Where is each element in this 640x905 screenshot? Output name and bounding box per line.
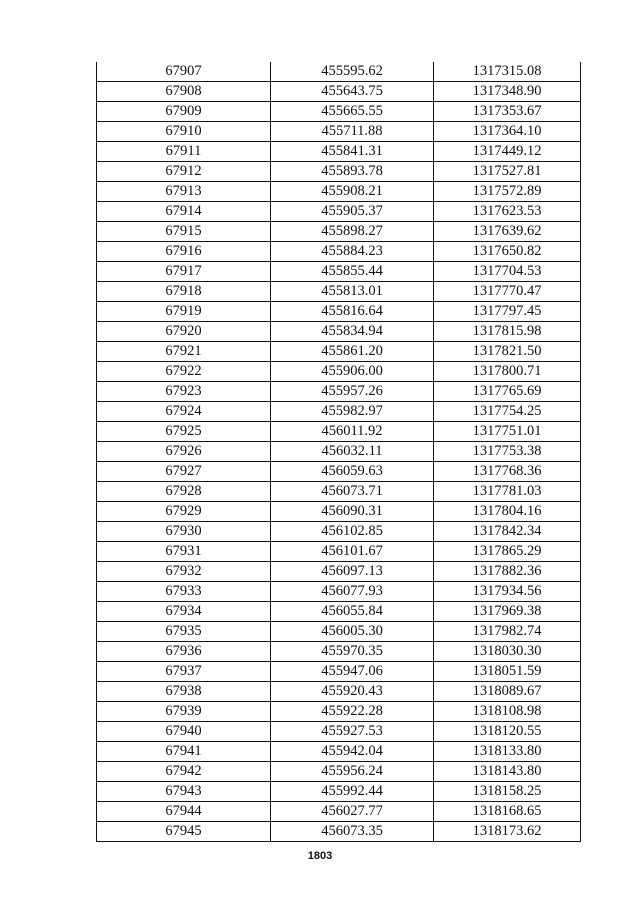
x-coordinate-cell: 455947.06 (271, 662, 434, 682)
table-row (97, 62, 581, 82)
y-coordinate-cell: 1317882.36 (434, 562, 581, 582)
y-coordinate-cell: 1317754.25 (434, 402, 581, 422)
y-coordinate-cell: 1317364.10 (434, 122, 581, 142)
y-coordinate-cell: 1318168.65 (434, 802, 581, 822)
y-coordinate-cell: 1317623.53 (434, 202, 581, 222)
table-row (97, 662, 581, 682)
table-row (97, 322, 581, 342)
y-coordinate-cell: 1317753.38 (434, 442, 581, 462)
table-row (97, 742, 581, 762)
table-row (97, 362, 581, 382)
y-coordinate-cell: 1317781.03 (434, 482, 581, 502)
point-id-cell: 67923 (97, 382, 271, 402)
x-coordinate-cell: 455922.28 (271, 702, 434, 722)
y-coordinate-cell: 1317934.56 (434, 582, 581, 602)
y-coordinate-cell: 1317797.45 (434, 302, 581, 322)
point-id-cell: 67907 (97, 62, 271, 82)
table-row (97, 442, 581, 462)
table-row (97, 522, 581, 542)
point-id-cell: 67915 (97, 222, 271, 242)
table-row (97, 822, 581, 842)
point-id-cell: 67926 (97, 442, 271, 462)
table-row (97, 262, 581, 282)
point-id-cell: 67942 (97, 762, 271, 782)
y-coordinate-cell: 1317865.29 (434, 542, 581, 562)
x-coordinate-cell: 456032.11 (271, 442, 434, 462)
table-row (97, 202, 581, 222)
x-coordinate-cell: 455905.37 (271, 202, 434, 222)
table-row (97, 222, 581, 242)
x-coordinate-cell: 455920.43 (271, 682, 434, 702)
table-row (97, 302, 581, 322)
table-row (97, 702, 581, 722)
table-row (97, 582, 581, 602)
x-coordinate-cell: 455908.21 (271, 182, 434, 202)
y-coordinate-cell: 1317969.38 (434, 602, 581, 622)
coordinate-table-body (97, 62, 581, 842)
x-coordinate-cell: 455970.35 (271, 642, 434, 662)
y-coordinate-cell: 1317982.74 (434, 622, 581, 642)
table-row (97, 542, 581, 562)
point-id-cell: 67922 (97, 362, 271, 382)
table-row (97, 342, 581, 362)
x-coordinate-cell: 456005.30 (271, 622, 434, 642)
x-coordinate-cell: 455942.04 (271, 742, 434, 762)
x-coordinate-cell: 456102.85 (271, 522, 434, 542)
point-id-cell: 67928 (97, 482, 271, 502)
point-id-cell: 67927 (97, 462, 271, 482)
x-coordinate-cell: 456011.92 (271, 422, 434, 442)
table-row (97, 402, 581, 422)
point-id-cell: 67925 (97, 422, 271, 442)
table-row (97, 182, 581, 202)
y-coordinate-cell: 1318030.30 (434, 642, 581, 662)
y-coordinate-cell: 1317348.90 (434, 82, 581, 102)
point-id-cell: 67929 (97, 502, 271, 522)
point-id-cell: 67909 (97, 102, 271, 122)
y-coordinate-cell: 1317449.12 (434, 142, 581, 162)
table-row (97, 722, 581, 742)
table-row (97, 642, 581, 662)
table-row (97, 122, 581, 142)
point-id-cell: 67930 (97, 522, 271, 542)
x-coordinate-cell: 455834.94 (271, 322, 434, 342)
y-coordinate-cell: 1317800.71 (434, 362, 581, 382)
y-coordinate-cell: 1318051.59 (434, 662, 581, 682)
y-coordinate-cell: 1317842.34 (434, 522, 581, 542)
x-coordinate-cell: 456077.93 (271, 582, 434, 602)
point-id-cell: 67940 (97, 722, 271, 742)
point-id-cell: 67911 (97, 142, 271, 162)
y-coordinate-cell: 1318173.62 (434, 822, 581, 842)
x-coordinate-cell: 455665.55 (271, 102, 434, 122)
x-coordinate-cell: 456073.71 (271, 482, 434, 502)
x-coordinate-cell: 455816.64 (271, 302, 434, 322)
point-id-cell: 67932 (97, 562, 271, 582)
x-coordinate-cell: 455855.44 (271, 262, 434, 282)
x-coordinate-cell: 455927.53 (271, 722, 434, 742)
point-id-cell: 67938 (97, 682, 271, 702)
point-id-cell: 67936 (97, 642, 271, 662)
point-id-cell: 67920 (97, 322, 271, 342)
y-coordinate-cell: 1317770.47 (434, 282, 581, 302)
x-coordinate-cell: 455595.62 (271, 62, 434, 82)
y-coordinate-cell: 1317639.62 (434, 222, 581, 242)
x-coordinate-cell: 455957.26 (271, 382, 434, 402)
y-coordinate-cell: 1317821.50 (434, 342, 581, 362)
y-coordinate-cell: 1317815.98 (434, 322, 581, 342)
x-coordinate-cell: 455898.27 (271, 222, 434, 242)
x-coordinate-cell: 455813.01 (271, 282, 434, 302)
point-id-cell: 67908 (97, 82, 271, 102)
y-coordinate-cell: 1317765.69 (434, 382, 581, 402)
table-row (97, 602, 581, 622)
coordinate-table-container (96, 62, 580, 842)
point-id-cell: 67917 (97, 262, 271, 282)
table-row (97, 622, 581, 642)
point-id-cell: 67913 (97, 182, 271, 202)
table-row (97, 782, 581, 802)
table-row (97, 462, 581, 482)
table-row (97, 282, 581, 302)
table-row (97, 242, 581, 262)
table-row (97, 762, 581, 782)
y-coordinate-cell: 1317353.67 (434, 102, 581, 122)
y-coordinate-cell: 1317768.36 (434, 462, 581, 482)
x-coordinate-cell: 456059.63 (271, 462, 434, 482)
point-id-cell: 67937 (97, 662, 271, 682)
point-id-cell: 67912 (97, 162, 271, 182)
x-coordinate-cell: 455711.88 (271, 122, 434, 142)
x-coordinate-cell: 456097.13 (271, 562, 434, 582)
point-id-cell: 67919 (97, 302, 271, 322)
table-row (97, 102, 581, 122)
page-number: 1803 (307, 850, 333, 862)
table-row (97, 82, 581, 102)
point-id-cell: 67933 (97, 582, 271, 602)
x-coordinate-cell: 455956.24 (271, 762, 434, 782)
y-coordinate-cell: 1317315.08 (434, 62, 581, 82)
y-coordinate-cell: 1318120.55 (434, 722, 581, 742)
table-row (97, 142, 581, 162)
y-coordinate-cell: 1318108.98 (434, 702, 581, 722)
y-coordinate-cell: 1318089.67 (434, 682, 581, 702)
point-id-cell: 67924 (97, 402, 271, 422)
y-coordinate-cell: 1317527.81 (434, 162, 581, 182)
x-coordinate-cell: 455841.31 (271, 142, 434, 162)
x-coordinate-cell: 455982.97 (271, 402, 434, 422)
point-id-cell: 67941 (97, 742, 271, 762)
point-id-cell: 67945 (97, 822, 271, 842)
x-coordinate-cell: 455643.75 (271, 82, 434, 102)
table-row (97, 482, 581, 502)
point-id-cell: 67916 (97, 242, 271, 262)
point-id-cell: 67921 (97, 342, 271, 362)
y-coordinate-cell: 1318133.80 (434, 742, 581, 762)
x-coordinate-cell: 456101.67 (271, 542, 434, 562)
point-id-cell: 67931 (97, 542, 271, 562)
point-id-cell: 67935 (97, 622, 271, 642)
x-coordinate-cell: 456073.35 (271, 822, 434, 842)
y-coordinate-cell: 1317572.89 (434, 182, 581, 202)
x-coordinate-cell: 455906.00 (271, 362, 434, 382)
point-id-cell: 67910 (97, 122, 271, 142)
x-coordinate-cell: 455884.23 (271, 242, 434, 262)
coordinate-table (96, 62, 581, 842)
x-coordinate-cell: 456090.31 (271, 502, 434, 522)
table-row (97, 562, 581, 582)
table-row (97, 682, 581, 702)
y-coordinate-cell: 1317704.53 (434, 262, 581, 282)
point-id-cell: 67939 (97, 702, 271, 722)
x-coordinate-cell: 455861.20 (271, 342, 434, 362)
point-id-cell: 67918 (97, 282, 271, 302)
y-coordinate-cell: 1317804.16 (434, 502, 581, 522)
y-coordinate-cell: 1318143.80 (434, 762, 581, 782)
table-row (97, 382, 581, 402)
x-coordinate-cell: 456055.84 (271, 602, 434, 622)
point-id-cell: 67943 (97, 782, 271, 802)
point-id-cell: 67944 (97, 802, 271, 822)
point-id-cell: 67914 (97, 202, 271, 222)
y-coordinate-cell: 1317650.82 (434, 242, 581, 262)
point-id-cell: 67934 (97, 602, 271, 622)
table-row (97, 502, 581, 522)
y-coordinate-cell: 1318158.25 (434, 782, 581, 802)
table-row (97, 162, 581, 182)
table-row (97, 422, 581, 442)
x-coordinate-cell: 455893.78 (271, 162, 434, 182)
table-row (97, 802, 581, 822)
y-coordinate-cell: 1317751.01 (434, 422, 581, 442)
x-coordinate-cell: 456027.77 (271, 802, 434, 822)
x-coordinate-cell: 455992.44 (271, 782, 434, 802)
